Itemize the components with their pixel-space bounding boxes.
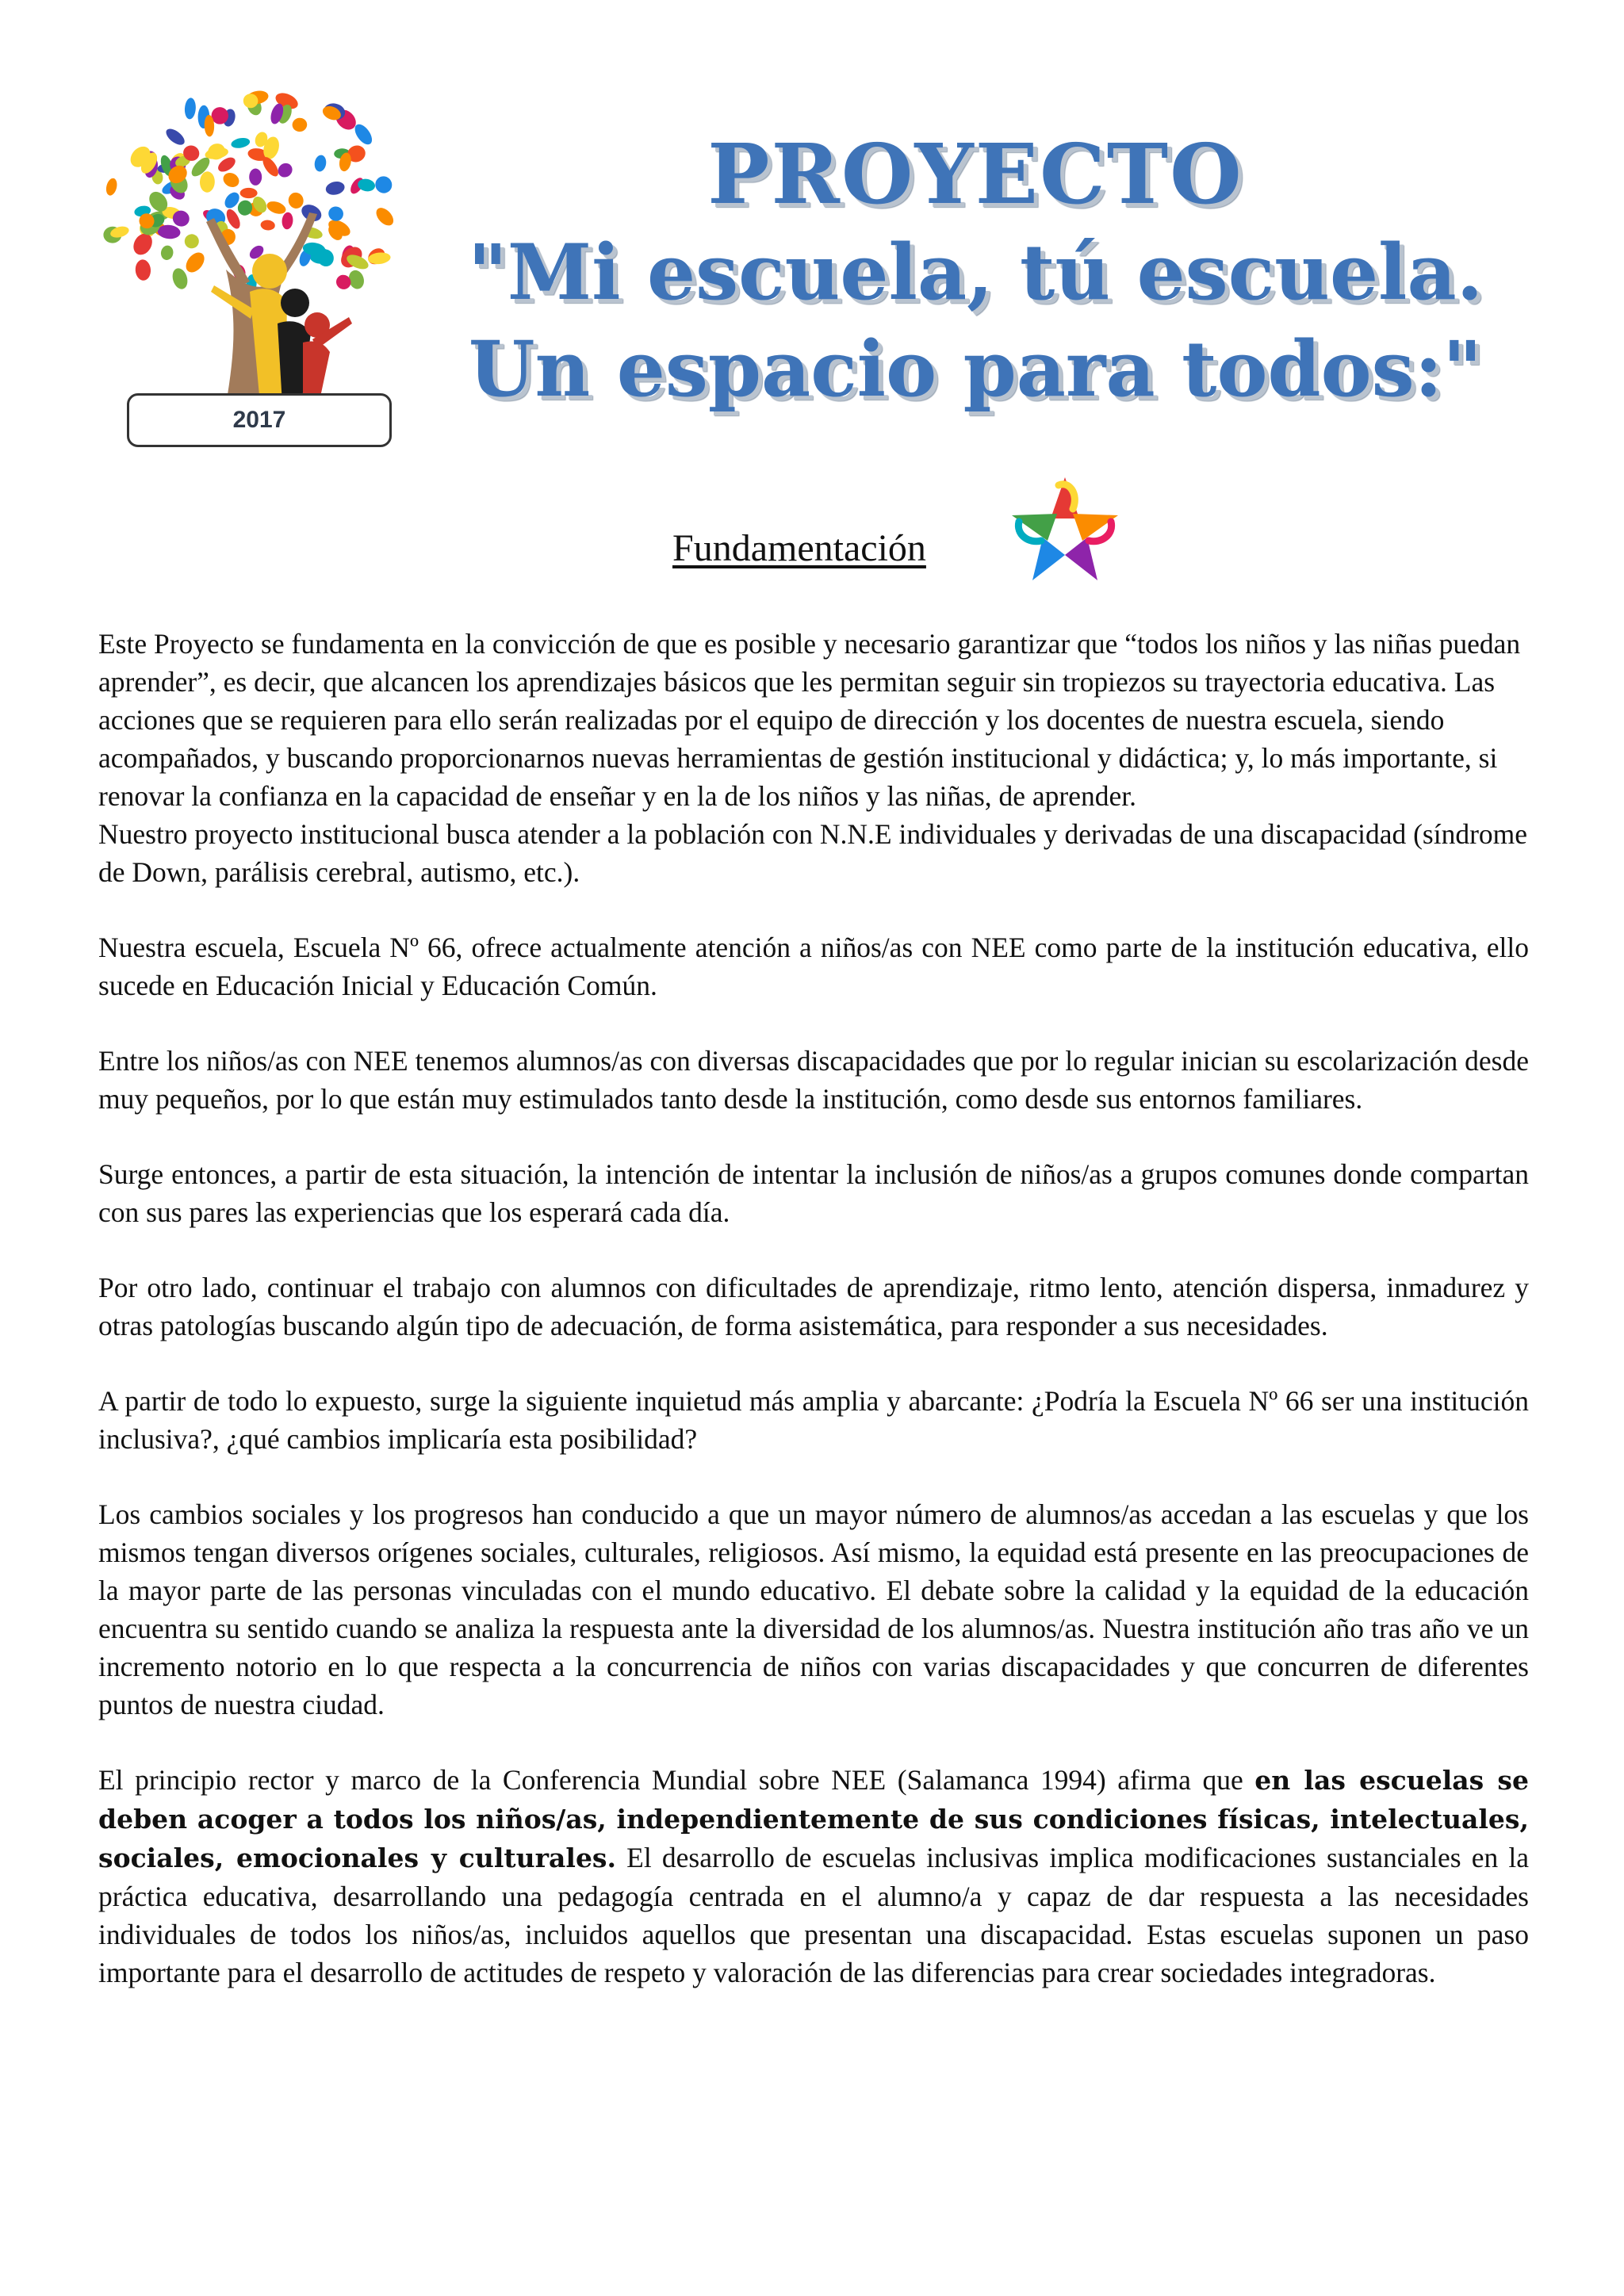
handprint-leaf: [249, 169, 262, 186]
handprint-leaf: [326, 205, 345, 224]
paragraph-5: Surge entonces, a partir de esta situación, la intención de intentar la inclusión de niños/as a grupos comunes donde compartan con sus pares las experiencias que los esperará cada día.: [98, 1158, 1529, 1228]
paragraph-1: Este Proyecto se fundamenta en la convicción de que es posible y necesario garantizar que “todos los niños y las niñas puedan aprender”, es decir, que alcancen los aprendizajes básicos que les permitan seguir sin tropiezos su trayectoria educativa. Las acciones que se requieren para ello serán realizadas por el equipo de dirección y los docentes de nuestra escuela, siendo acompañados, y buscando proporcionarnos nuevas herramientas de gestión institucional y didáctica; y, lo más importante, si renovar la confianza en la capacidad de enseñar y en la de los niños y las niñas, de aprender.: [98, 628, 1521, 812]
section-heading: Fundamentación: [672, 527, 926, 569]
handprint-leaf: [200, 171, 216, 193]
paragraph-8: Los cambios sociales y los progresos han conducido a que un mayor número de alumnos/as accedan a las escuelas y que los mismos tengan diversos orígenes sociales, culturales, religiosos. Así mismo, la equidad está presente en las preocupaciones de la mayor parte de las personas vinculadas con el mundo educativo. El debate sobre la calidad y la equidad de la educación encuentra su sentido cuando se analiza la respuesta ante la diversidad de los alumnos/as. Nuestra institución año tras año ve un incremento notorio en lo que respecta a la concurrencia de niños con varias discapacidades y que concurren de diferentes puntos de nuestra ciudad.: [98, 1498, 1529, 1720]
title-line-3: Un espacio para todos:": [468, 324, 1483, 414]
handprint-leaf: [184, 98, 197, 120]
handprint-leaf: [160, 244, 174, 261]
title-line-2: "Mi escuela, tú escuela.: [467, 228, 1484, 317]
handprint-leaf: [292, 117, 308, 133]
handprint-leaf: [282, 212, 294, 230]
paragraph-4: Entre los niños/as con NEE tenemos alumnos/as con diversas discapacidades que por lo regular inician su escolarización desde muy pequeños, por lo que están muy estimulados tanto desde la institución, como desde sus entornos familiares.: [98, 1045, 1529, 1115]
handprint-leaf: [313, 155, 327, 173]
title-line-1: PROYECTO: [707, 125, 1243, 223]
handprint-leaf: [265, 199, 287, 216]
handprint-leaf: [182, 249, 208, 276]
handprint-leaf: [220, 170, 242, 189]
handprint-leaf: [163, 126, 187, 148]
year-badge: 2017: [127, 393, 392, 447]
paragraph-9: [98, 1761, 1529, 1992]
paragraph-9-bold: en las escuelas se deben acoger a todos los niños/as, independientemente de sus condiciones físicas, intelectuales, sociales, emocionales y culturales.: [98, 1765, 1529, 1873]
handprint-leaf: [240, 188, 258, 198]
paragraph-9-end: El desarrollo de escuelas inclusivas implica modificaciones sustanciales en la práctica educativa, desarrollando una pedagogía centrada en el alumno/a y capaz de dar respuesta a las necesidades individuales de todos los niños/as, incluidos aquellos que presentan una discapacidad. Estas escuelas suponen un paso importante para el desarrollo de actitudes de respeto y valoración de las diferencias para crear sociedades integradoras.: [98, 1842, 1529, 1988]
handprint-leaf: [135, 259, 151, 281]
paragraph-3: Nuestra escuela, Escuela Nº 66, ofrece actualmente atención a niños/as con NEE como parte de la institución educativa, ello sucede en Educación Inicial y Educación Común.: [98, 932, 1529, 1001]
hands-star-icon: [998, 468, 1132, 595]
paragraph-6: Por otro lado, continuar el trabajo con alumnos con dificultades de aprendizaje, ritmo lento, atención dispersa, inmadurez y otras patologías buscando algún tipo de adecuación, de forma asistemática, para responder a sus necesidades.: [98, 1272, 1529, 1341]
paragraph-9-start: El principio rector y marco de la Conferencia Mundial sobre NEE (Salamanca 1994) afirma que: [98, 1764, 1255, 1796]
handprint-leaf: [105, 177, 119, 197]
handprint-leaf: [260, 220, 275, 232]
handprint-leaf: [170, 266, 190, 291]
handprint-leaf: [287, 191, 305, 210]
tree-of-hands-logo: [87, 87, 420, 412]
handprint-leaf: [275, 160, 295, 180]
handprint-leaf: [324, 180, 346, 197]
handprint-leaf: [230, 136, 251, 150]
paragraph-2: Nuestro proyecto institucional busca atender a la población con N.N.E individuales y derivadas de una discapacidad (síndrome de Down, parálisis cerebral, autismo, etc.).: [98, 818, 1528, 888]
handprint-leaf: [182, 232, 201, 251]
paragraph-7: A partir de todo lo expuesto, surge la siguiente inquietud más amplia y abarcante: ¿Podría la Escuela Nº 66 ser una institución inclusiva?, ¿qué cambios implicaría esta posibilidad?: [98, 1385, 1529, 1455]
document-body: [98, 625, 1529, 1992]
